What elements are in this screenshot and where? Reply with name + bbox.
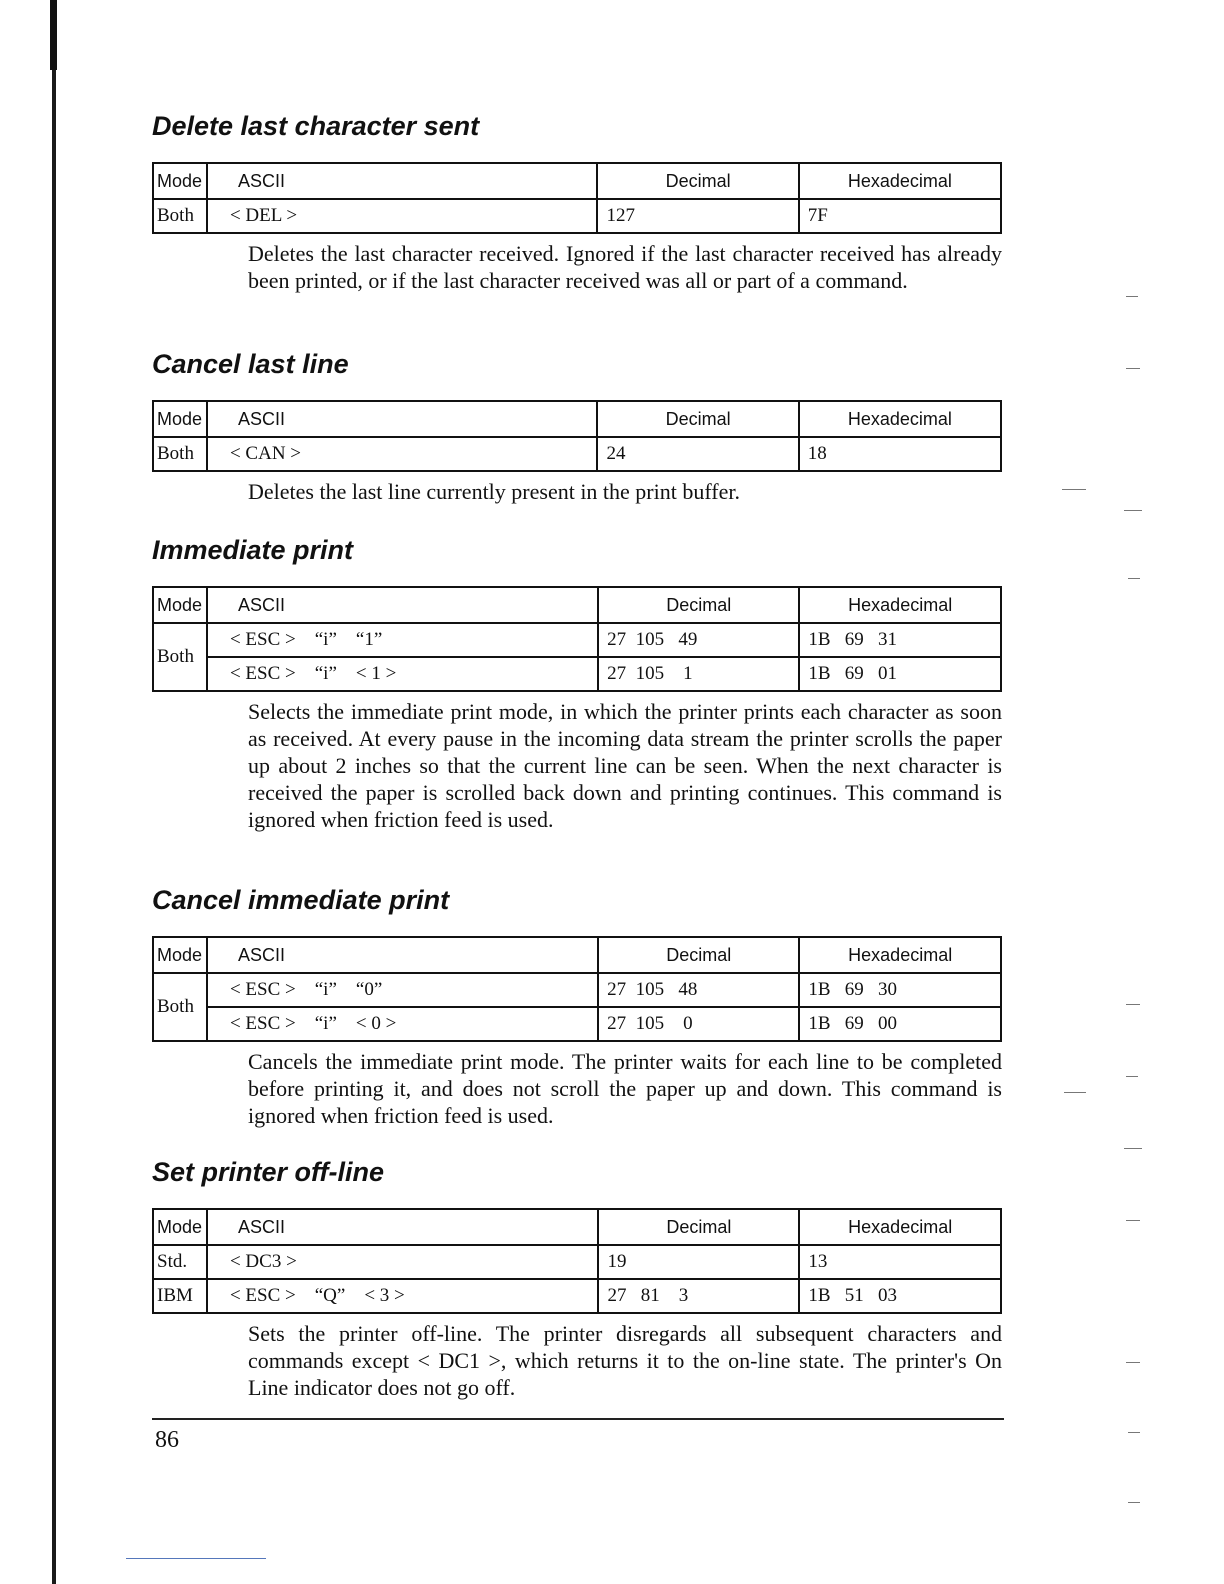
table-row	[153, 199, 1001, 233]
table-header-row	[153, 587, 1001, 623]
ascii-cell: < ESC > “i” “0”	[207, 973, 598, 1007]
decimal-cell: 24	[597, 437, 798, 471]
margin-mark	[1126, 1220, 1140, 1221]
margin-mark	[1126, 1362, 1140, 1363]
hex-header: Hexadecimal	[799, 937, 1001, 973]
section-set-printer-off-line	[152, 1152, 1004, 1401]
page-number: 86	[155, 1427, 179, 1453]
decimal-cell: 19	[598, 1245, 799, 1279]
mode-cell: Both	[153, 199, 207, 233]
hex-cell: 1B 69 31	[799, 623, 1001, 657]
margin-mark	[1126, 296, 1138, 297]
command-table	[152, 936, 1002, 1042]
ascii-cell: < ESC > “i” “1”	[207, 623, 598, 657]
section-title: Immediate print	[152, 535, 354, 565]
margin-mark	[1124, 510, 1142, 511]
binding-edge	[52, 0, 56, 1584]
margin-mark	[1062, 489, 1086, 490]
margin-mark	[1126, 1076, 1138, 1077]
mode-header: Mode	[153, 587, 207, 623]
mode-cell: Both	[153, 623, 207, 691]
mode-header: Mode	[153, 401, 207, 437]
margin-mark	[1128, 1432, 1140, 1433]
section-cancel-immediate-print	[152, 880, 1004, 1129]
table-header-row	[153, 1209, 1001, 1245]
ascii-header: ASCII	[207, 163, 597, 199]
decimal-header: Decimal	[597, 163, 798, 199]
hex-cell: 1B 69 30	[799, 973, 1001, 1007]
decimal-header: Decimal	[598, 937, 799, 973]
table-row	[153, 1245, 1001, 1279]
section-delete-last-character	[152, 106, 1004, 294]
decimal-cell: 27 105 48	[598, 973, 799, 1007]
mode-header: Mode	[153, 1209, 207, 1245]
ascii-cell: < CAN >	[207, 437, 598, 471]
hex-cell: 7F	[799, 199, 1001, 233]
decimal-cell: 27 81 3	[598, 1279, 799, 1313]
decimal-cell: 27 105 1	[598, 657, 799, 691]
ascii-cell: < ESC > “Q” < 3 >	[207, 1279, 598, 1313]
command-table	[152, 586, 1002, 692]
section-title: Delete last character sent	[152, 111, 480, 141]
table-header-row	[153, 401, 1001, 437]
margin-mark	[1126, 368, 1140, 369]
margin-mark	[1126, 1004, 1140, 1005]
section-immediate-print	[152, 530, 1004, 833]
hex-cell: 1B 51 03	[799, 1279, 1001, 1313]
table-row	[153, 973, 1001, 1007]
section-title: Cancel last line	[152, 349, 349, 379]
decimal-cell: 127	[597, 199, 798, 233]
mode-cell: IBM	[153, 1279, 207, 1313]
hex-cell: 1B 69 01	[799, 657, 1001, 691]
hex-header: Hexadecimal	[799, 1209, 1001, 1245]
mode-header: Mode	[153, 937, 207, 973]
ascii-header: ASCII	[207, 401, 598, 437]
decimal-header: Decimal	[597, 401, 798, 437]
decimal-header: Decimal	[598, 587, 799, 623]
table-row	[153, 657, 1001, 691]
section-description: Deletes the last character received. Ignored if the last character received has already been printed, or if the last character received was all or part of a command.	[248, 241, 1002, 293]
decimal-cell: 27 105 0	[598, 1007, 799, 1041]
section-title: Cancel immediate print	[152, 885, 450, 915]
table-row	[153, 623, 1001, 657]
margin-mark	[1064, 1092, 1086, 1093]
mode-cell: Both	[153, 437, 207, 471]
table-header-row	[153, 163, 1001, 199]
section-cancel-last-line	[152, 344, 1004, 505]
mode-header: Mode	[153, 163, 207, 199]
table-header-row	[153, 937, 1001, 973]
ascii-cell: < ESC > “i” < 1 >	[207, 657, 598, 691]
ascii-header: ASCII	[207, 937, 598, 973]
mode-cell: Both	[153, 973, 207, 1041]
table-row	[153, 1279, 1001, 1313]
table-row	[153, 1007, 1001, 1041]
bottom-rule	[126, 1558, 266, 1559]
hex-header: Hexadecimal	[799, 401, 1001, 437]
section-description: Sets the printer off-line. The printer disregards all subsequent characters and commands except < DC1 >, which returns it to the on-line state. The printer's On Line indicator does not go off.	[248, 1321, 1002, 1400]
command-table	[152, 162, 1002, 234]
ascii-header: ASCII	[207, 587, 598, 623]
mode-cell: Std.	[153, 1245, 207, 1279]
hex-cell: 18	[799, 437, 1001, 471]
ascii-header: ASCII	[207, 1209, 598, 1245]
margin-mark	[1124, 1148, 1142, 1149]
ascii-cell: < ESC > “i” < 0 >	[207, 1007, 598, 1041]
command-table	[152, 400, 1002, 472]
decimal-header: Decimal	[598, 1209, 799, 1245]
hex-cell: 1B 69 00	[799, 1007, 1001, 1041]
hex-cell: 13	[799, 1245, 1001, 1279]
footer-rule	[152, 1418, 1004, 1420]
table-row	[153, 437, 1001, 471]
section-description: Deletes the last line currently present in the print buffer.	[248, 479, 740, 504]
hex-header: Hexadecimal	[799, 587, 1001, 623]
section-description: Cancels the immediate print mode. The printer waits for each line to be completed before printing it, and does not scroll the paper up and down. This command is ignored when friction feed is used.	[248, 1049, 1002, 1128]
section-title: Set printer off-line	[152, 1157, 385, 1187]
command-table	[152, 1208, 1002, 1314]
margin-mark	[1128, 1502, 1140, 1503]
margin-mark	[1128, 578, 1140, 579]
binding-edge-top	[50, 0, 57, 70]
decimal-cell: 27 105 49	[598, 623, 799, 657]
ascii-cell: < DC3 >	[207, 1245, 598, 1279]
section-description: Selects the immediate print mode, in which the printer prints each character as soon as received. At every pause in the incoming data stream the printer scrolls the paper up about 2 inches so that the current line can be seen. When the next character is received the paper is scrolled back down and printing continues. This command is ignored when friction feed is used.	[248, 699, 1002, 832]
hex-header: Hexadecimal	[799, 163, 1001, 199]
ascii-cell: < DEL >	[207, 199, 597, 233]
